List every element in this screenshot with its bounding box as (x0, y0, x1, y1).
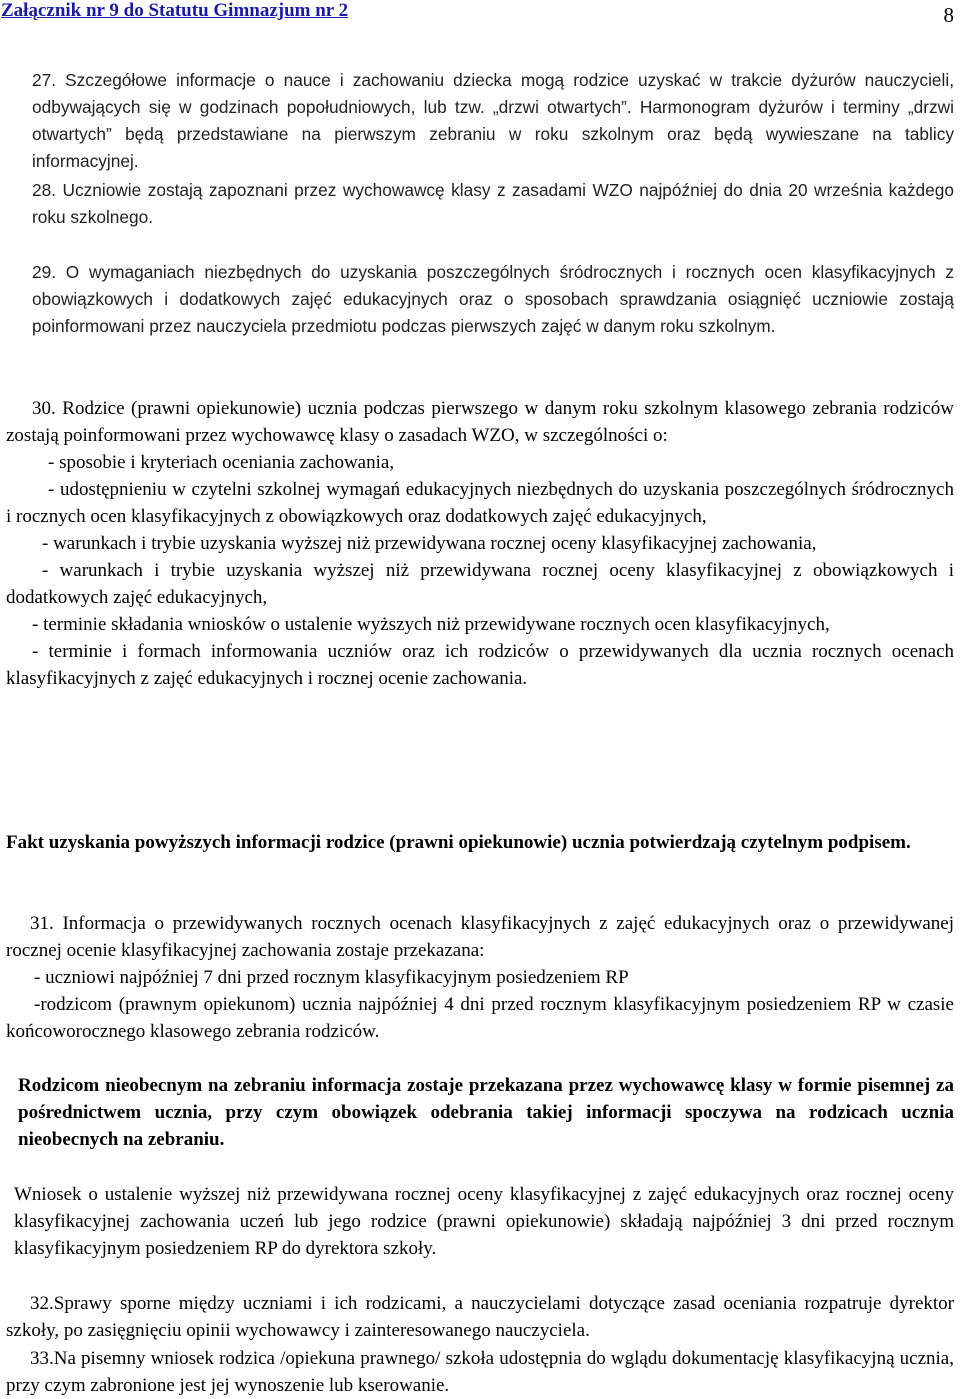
paragraph-28 (32, 177, 954, 231)
absent-parents-text: Rodzicom nieobecnym na zebraniu informacja zostaje przekazana przez wychowawcę klasy w formie pisemnej za pośrednictwem ucznia, przy czym obowiązek odebrania takiej informacji spoczywa na rodzicach ucznia nieobecnych na zebraniu. (18, 1075, 954, 1150)
paragraph-27-text: 27. Szczegółowe informacje o nauce i zachowaniu dziecka mogą rodzice uzyskać w trakcie dyżurów nauczycieli, odbywających się w godzinach popołudniowych, lub tzw. „drzwi otwartych”. Harmonogram dyżurów i terminy „drzwi otwartych” będą przedstawiane na pierwszym zebraniu w roku szkolnym oraz będą wywieszane na tablicy informacyjnej. (32, 70, 954, 171)
paragraph-27 (32, 67, 954, 175)
paragraph-32 (6, 1290, 954, 1344)
paragraph-30-intro: 30. Rodzice (prawni opiekunowie) ucznia podczas pierwszego w danym roku szkolnym klasowego zebrania rodziców zostają poinformowani przez wychowawcę klasy o zasadach WZO, w szczególności o: (6, 398, 954, 446)
paragraph-29-text: 29. O wymaganiach niezbędnych do uzyskania poszczególnych śródrocznych i rocznych ocen klasyfikacyjnych z obowiązkowych i dodatkowych zajęć edukacyjnych oraz o sposobach sprawdzania osiągnięć uczniowie zostają poinformowani przez nauczyciela przedmiotu podczas pierwszych zajęć w danym roku szkolnym. (32, 262, 954, 336)
header-title-link[interactable]: Załącznik nr 9 do Statutu Gimnazjum nr 2 (1, 0, 349, 21)
paragraph-30-item-2: - udostępnieniu w czytelni szkolnej wymagań edukacyjnych niezbędnych do uzyskania poszczególnych śródrocznych i rocznych ocen klasyfikacyjnych z obowiązkowych oraz dodatkowych zajęć edukacyjnych, (6, 479, 954, 527)
fact-text: Fakt uzyskania powyższych informacji rodzice (prawni opiekunowie) ucznia potwierdzają czytelnym podpisem. (6, 832, 911, 853)
paragraph-30-item-1: - sposobie i kryteriach oceniania zachowania, (48, 452, 395, 473)
paragraph-31 (6, 910, 954, 1045)
paragraph-30-item-5: - terminie składania wniosków o ustalenie wyższych niż przewidywane rocznych ocen klasyfikacyjnych, (32, 614, 830, 635)
fact-paragraph (6, 829, 954, 856)
paragraph-28-text: 28. Uczniowie zostają zapoznani przez wychowawcę klasy z zasadami WZO najpóźniej do dnia 20 września każdego roku szkolnego. (32, 180, 954, 227)
request-text: Wniosek o ustalenie wyższej niż przewidywana rocznej oceny klasyfikacyjnej z zajęć edukacyjnych oraz rocznej oceny klasyfikacyjnej zachowania uczeń lub jego rodzice (prawni opiekunowie) składają najpóźniej 3 dni przed rocznym klasyfikacyjnym posiedzeniem RP do dyrektora szkoły. (14, 1184, 954, 1259)
absent-parents-paragraph (18, 1072, 954, 1153)
paragraph-32-text: 32.Sprawy sporne między uczniami i ich rodzicami, a nauczycielami dotyczące zasad oceniania rozpatruje dyrektor szkoły, po zasięgnięciu opinii wychowawcy i zainteresowanego nauczyciela. (6, 1293, 954, 1341)
request-paragraph (14, 1181, 954, 1262)
paragraph-30-item-4: - warunkach i trybie uzyskania wyższej niż przewidywana rocznej oceny klasyfikacyjnej z obowiązkowych i dodatkowych zajęć edukacyjnych, (6, 560, 954, 608)
paragraph-33-text: 33.Na pisemny wniosek rodzica /opiekuna prawnego/ szkoła udostępnia do wglądu dokumentację klasyfikacyjną ucznia, przy czym zabronione jest jej wynoszenie lub kserowanie. (6, 1348, 954, 1396)
paragraph-30 (6, 395, 954, 692)
paragraph-33 (6, 1345, 954, 1399)
paragraph-31-item-1: - uczniowi najpóźniej 7 dni przed rocznym klasyfikacyjnym posiedzeniem RP (34, 967, 629, 988)
paragraph-31-item-2: -rodzicom (prawnym opiekunom) ucznia najpóźniej 4 dni przed rocznym klasyfikacyjnym posiedzeniem RP w czasie końcoworocznego klasowego zebrania rodziców. (6, 994, 954, 1042)
paragraph-30-item-6: - terminie i formach informowania uczniów oraz ich rodziców o przewidywanych dla ucznia rocznych ocenach klasyfikacyjnych z zajęć edukacyjnych i rocznej ocenie zachowania. (6, 641, 954, 689)
paragraph-31-intro: 31. Informacja o przewidywanych rocznych ocenach klasyfikacyjnych z zajęć edukacyjnych oraz o przewidywanej rocznej ocenie klasyfikacyjnej zachowania zostaje przekazana: (6, 913, 954, 961)
paragraph-29 (32, 259, 954, 340)
paragraph-30-item-3: - warunkach i trybie uzyskania wyższej niż przewidywana rocznej oceny klasyfikacyjnej zachowania, (42, 533, 817, 554)
page-number: 8 (943, 3, 954, 27)
